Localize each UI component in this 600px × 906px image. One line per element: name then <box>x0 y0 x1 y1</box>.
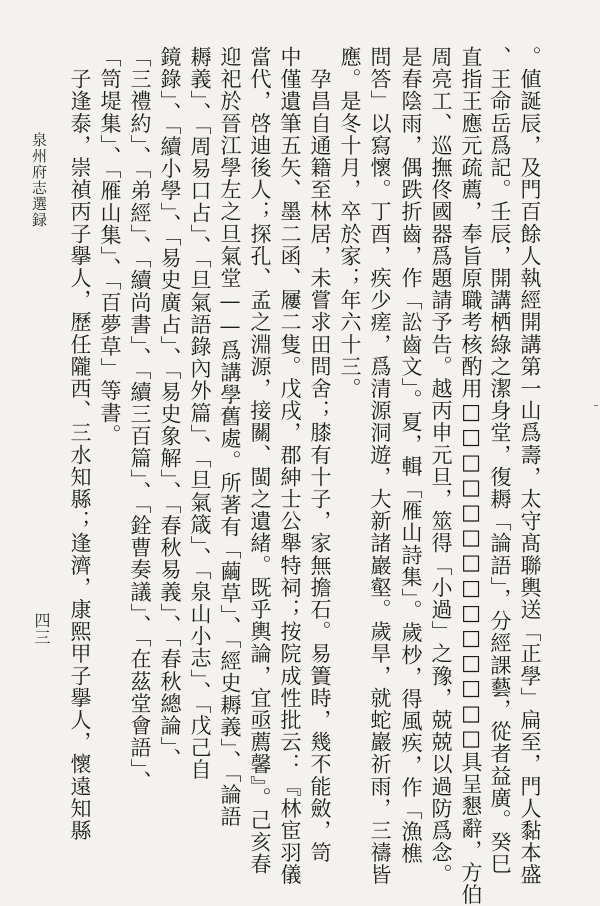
page-edge-mark <box>594 405 598 406</box>
text-column-5: 是春陰雨，偶跌折齒，作「訟齒文」。夏，輯「雁山詩集」。歲杪，得風疾，作「漁樵 <box>399 46 423 865</box>
text-column-6: 問答」以寫懷。丁酉，疾少瘥，爲清源洞遊，大新諸巖壑。歲旱，就蛇巖祈雨，三禱皆 <box>368 46 392 886</box>
text-column-14: 「三禮約」、「弟經」、「續尚書」、「續三百篇」、「銓曹奏議」、「在茲堂會語」、 <box>128 46 152 793</box>
page-number: 四三 <box>32 612 51 646</box>
text-column-9: 中僅遺筆五矢、墨二函、屨二隻。戊戌，郡紳士公舉特祠；按院成性批云：『林宦羽儀 <box>278 46 302 886</box>
text-column-12: 耨義」、「周易口占」、「旦氣語錄內外篇」、「旦氣箴」、「泉山小志」、「戊己自 <box>188 46 212 781</box>
text-column-2: 、王命岳爲記。壬辰，開講栖綠之潔身堂，復耨「論語」，分經課藝，從者益廣。癸巳 <box>488 46 512 876</box>
text-column-10: 當代，啓迪後人；探孔、孟之淵源，接關、閩之遺緒。既乎輿論，宜亟薦馨』。己亥春 <box>248 46 272 876</box>
book-title: 泉州府志選録 <box>30 132 48 228</box>
text-column-4: 周亮工、巡撫佟國器爲題請予告。越丙申元旦，筮得「小過」之豫，兢兢以過防爲念。 <box>429 46 453 886</box>
text-column-15: 「笥堤集」、「雁山集」、「百夢草」等書。 <box>98 46 122 446</box>
text-column-11: 迎祀於晉江學左之旦氣堂——爲講學舊處。所著有「繭草」、「經史耨義」、「論語 <box>218 46 242 828</box>
text-column-16: 子逢泰，崇禎丙子擧人，歷任隴西、三水知縣；逢濟，康熙甲子擧人，懷遠知縣 <box>68 46 92 842</box>
text-column-7: 應。是冬十月，卒於家；年六十三。 <box>338 46 362 400</box>
text-column-8: 孕昌自通籍至林居，未嘗求田問舍；膝有十子，家無擔石。易簀時，幾不能斂，笥 <box>308 46 332 864</box>
text-column-3: 直指王應元疏薦，奉旨原職考核酌用□□□□□□□□□□□□□□具呈懇辭，方伯 <box>459 46 483 906</box>
text-column-1: 。値誕辰，及門百餘人執經開講第一山爲壽，太守髙聯輿送「正學」扁至，門人黏本盛 <box>518 46 542 886</box>
text-column-13: 鏡錄」、「續小學」、「易史廣占」、「易史象解」、「春秋易義」、「春秋總論」、 <box>158 46 182 771</box>
